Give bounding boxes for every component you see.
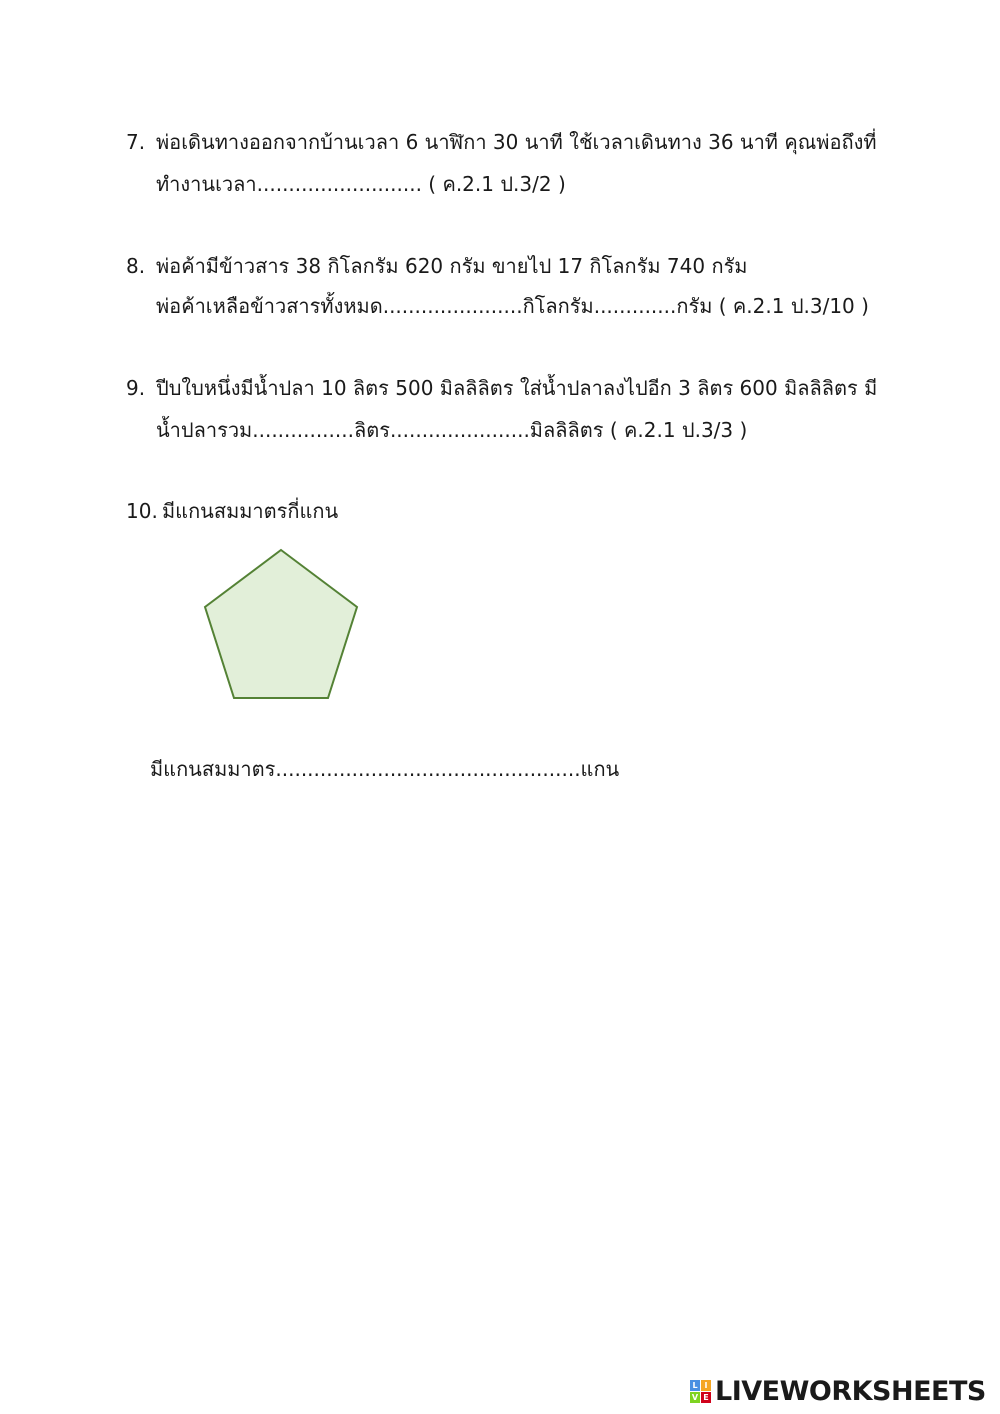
question-number: 8. xyxy=(126,254,146,278)
question-number: 7. xyxy=(126,130,146,154)
logo-letter: I xyxy=(701,1380,711,1391)
question-text-line: ปีบใบหนึ่งมีน้ำปลา 10 ลิตร 500 มิลลิลิตร ใส่น้ำปลาลงไปอีก 3 ลิตร 600 มิลลิลิตร มี xyxy=(156,376,878,400)
logo-mark-icon xyxy=(690,1380,711,1403)
brand-name: LIVEWORKSHEETS xyxy=(715,1375,986,1407)
pentagon-shape xyxy=(205,550,357,698)
logo-letter: V xyxy=(691,1392,699,1402)
question-text-line: พ่อค้าเหลือข้าวสารทั้งหมด......................กิโลกรัม.............กรัม ( ค.2.1 ป.3/10 ) xyxy=(156,294,869,318)
logo-letter: E xyxy=(701,1392,711,1403)
liveworksheets-logo xyxy=(690,1373,986,1409)
answer-line: มีแกนสมมาตร................................................แกน xyxy=(150,757,620,781)
question-text-line: มีแกนสมมาตรกี่แกน xyxy=(162,499,339,523)
question-number: 9. xyxy=(126,376,146,400)
pentagon-figure xyxy=(195,540,365,710)
question-number: 10. xyxy=(126,499,158,523)
question-text-line: พ่อค้ามีข้าวสาร 38 กิโลกรัม 620 กรัม ขายไป 17 กิโลกรัม 740 กรัม xyxy=(156,254,748,278)
question-text-line: ทำงานเวลา.......................... ( ค.2.1 ป.3/2 ) xyxy=(156,172,566,196)
question-text-line: พ่อเดินทางออกจากบ้านเวลา 6 นาฬิกา 30 นาที ใช้เวลาเดินทาง 36 นาที คุณพ่อถึงที่ xyxy=(156,130,877,154)
logo-letter: L xyxy=(690,1380,700,1391)
question-text-line: น้ำปลารวม................ลิตร......................มิลลิลิตร ( ค.2.1 ป.3/3 ) xyxy=(156,418,748,442)
